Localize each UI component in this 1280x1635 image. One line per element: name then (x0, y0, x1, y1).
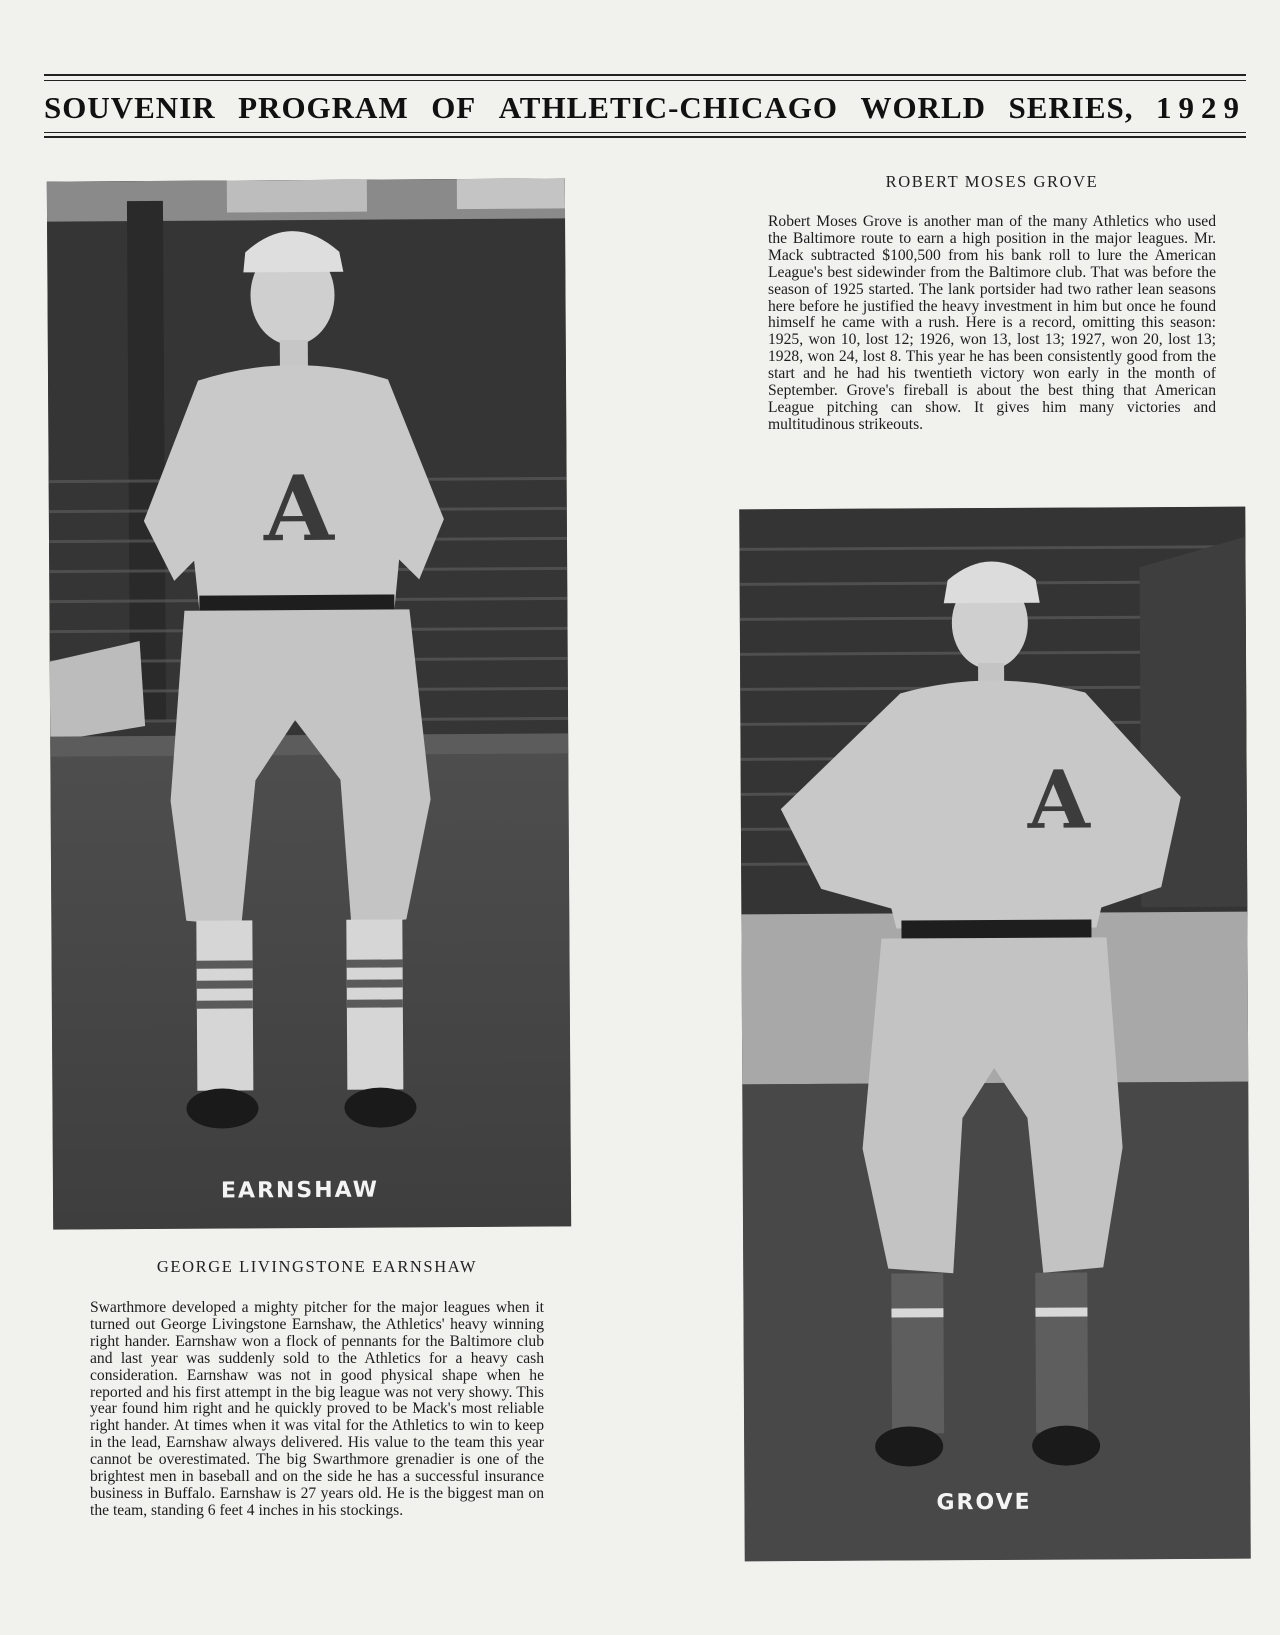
earnshaw-body: Swarthmore developed a mighty pitcher for the major leagues when it turned out George Livingstone Earnshaw, the Athletics' heavy winning right hander. Earnshaw won a flock of pennants for the Baltimore club and last year was suddenly sold to the Athletics for a heavy cash consideration. Earnshaw was not in good physical shape when he reported and his first attempt in the big league was not very showy. This year found him right and he quickly proved to be Mack's most reliable right hander. At times when it was vital for the Athletics to win to keep in the lead, Earnshaw always delivered. His value to the team this year cannot be overestimated. The big Swarthmore grenadier is one of the brightest men in baseball and on the side he has a successful insurance business in Buffalo. Earnshaw is 27 years old. He is the biggest man on the team, standing 6 feet 4 inches in his stockings. (90, 1299, 544, 1519)
earnshaw-photo-art (47, 178, 571, 1229)
masthead-year: 1929 (1156, 90, 1246, 125)
svg-text:A: A (263, 455, 335, 563)
grove-heading: ROBERT MOSES GROVE (885, 172, 1099, 191)
svg-text:A: A (1027, 752, 1091, 847)
masthead-word: PROGRAM (238, 90, 409, 125)
grove-photo (739, 507, 1251, 1562)
masthead (44, 86, 1246, 130)
earnshaw-photo-caption: EARNSHAW (220, 1177, 380, 1204)
masthead-word: ATHLETIC-CHICAGO (498, 90, 838, 125)
masthead-rule-bottom-thin (44, 132, 1246, 133)
grove-body: Robert Moses Grove is another man of the many Athletics who used the Baltimore route to earn a high position in the major leagues. Mr. Mack subtracted $100,500 from his bank roll to lure the American League's best sidewinder from the Baltimore club. That was before the season of 1925 started. The lank portsider had two rather lean seasons here before he justified the heavy investment in him but once he found himself he came with a rush. Here is a record, omitting this season: 1925, won 10, lost 12; 1926, won 13, lost 13; 1927, won 20, lost 13; 1928, won 24, lost 8. This year he has been consistently good from the start and he had his twentieth victory won early in the month of September. Grove's fireball is about the best thing that American League pitching can show. It gives him many victories and multitudinous strikeouts. (768, 213, 1216, 433)
masthead-word: SOUVENIR (44, 90, 216, 125)
earnshaw-photo (47, 178, 571, 1229)
earnshaw-heading: GEORGE LIVINGSTONE EARNSHAW (156, 1257, 478, 1276)
grove-photo-art (739, 507, 1251, 1562)
earnshaw-bio (90, 1257, 544, 1520)
masthead-word: WORLD (860, 90, 987, 125)
masthead-word: OF (431, 90, 477, 125)
masthead-rule-bottom (44, 136, 1246, 138)
masthead-word: SERIES, (1008, 90, 1134, 125)
masthead-rule-top (44, 74, 1246, 76)
grove-bio (768, 172, 1216, 434)
masthead-rule-top-thin (44, 80, 1246, 81)
grove-photo-caption: GROVE (936, 1489, 1032, 1516)
